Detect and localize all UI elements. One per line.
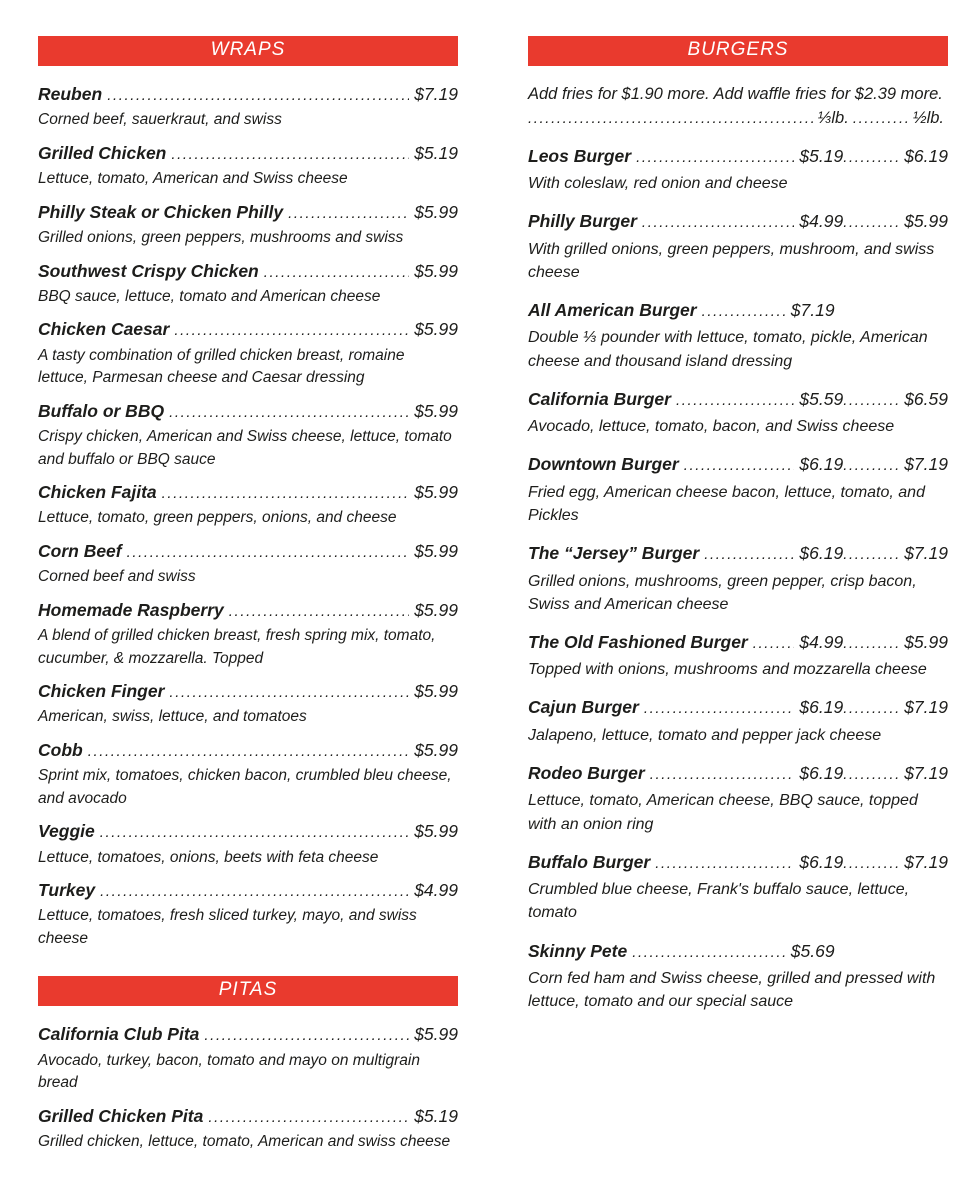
dotted-leader [644, 695, 795, 720]
item-price-line [38, 317, 458, 342]
menu-item [528, 541, 948, 616]
item-description: A tasty combination of grilled chicken breast, romaine lettuce, Parmesan cheese and Caesar dressing [38, 346, 405, 387]
item-description: Lettuce, tomatoes, onions, beets with feta cheese [38, 848, 379, 866]
menu-item [38, 738, 458, 810]
dotted-leader [88, 738, 409, 763]
item-description: Grilled onions, mushrooms, green pepper, crisp bacon, Swiss and American cheese [528, 572, 917, 613]
dotted-leader [843, 144, 899, 169]
item-price-line [528, 209, 948, 234]
item-price: $5.69 [790, 940, 835, 961]
menu-item [38, 259, 458, 309]
item-description: A blend of grilled chicken breast, fresh spring mix, tomato, cucumber, & mozzarella. Topped [38, 627, 436, 667]
dotted-leader [843, 387, 899, 412]
burgers-section-header: BURGERS [528, 36, 948, 66]
item-price-line [528, 695, 948, 720]
dotted-leader [843, 850, 899, 875]
menu-item [38, 679, 458, 729]
item-price: $5.99 [414, 319, 458, 340]
item-name: Philly Steak or Chicken Philly [38, 201, 284, 222]
menu-item [38, 819, 458, 869]
item-price-line [38, 598, 458, 623]
item-description: Corned beef, sauerkraut, and swiss [38, 111, 282, 129]
dotted-leader [107, 82, 409, 107]
item-price: $4.99 [799, 631, 844, 652]
item-price: $5.99 [414, 482, 458, 502]
item-price: $5.19 [414, 1105, 458, 1126]
item-price: $4.99 [799, 211, 844, 232]
item-description: Lettuce, tomato, American and Swiss cheese [38, 170, 348, 188]
item-price: $5.99 [414, 599, 458, 620]
menu-item [38, 1104, 458, 1154]
item-name: Cobb [38, 739, 83, 760]
item-price-line [38, 679, 458, 704]
item-price-line [38, 259, 458, 284]
item-description: Crumbled blue cheese, Frank's buffalo sauce, lettuce, tomato [528, 881, 910, 922]
pitas-item-list [38, 1022, 458, 1153]
wraps-section-header: WRAPS [38, 36, 458, 66]
item-price-half-lb: $5.99 [904, 631, 948, 652]
item-price-line [38, 200, 458, 225]
dotted-leader [169, 679, 409, 704]
item-price: $4.99 [414, 880, 458, 900]
dotted-leader [171, 141, 409, 166]
dotted-leader [684, 452, 795, 477]
menu-item [528, 387, 948, 439]
item-price-half-lb: $7.19 [904, 763, 948, 783]
item-description: Lettuce, tomatoes, fresh sliced turkey, mayo, and swiss cheese [38, 907, 417, 947]
pitas-section-header: PITAS [38, 976, 458, 1006]
dotted-leader [264, 259, 409, 284]
item-name: Skinny Pete [528, 940, 628, 961]
dotted-leader [843, 761, 899, 786]
item-price: $5.99 [414, 739, 458, 760]
item-description: With coleslaw, red onion and cheese [528, 175, 788, 193]
half-pound-column-label: ½lb. [912, 108, 944, 127]
item-price: $5.19 [414, 142, 458, 163]
menu-item [38, 141, 458, 191]
dotted-leader [753, 630, 795, 655]
dotted-leader [702, 298, 786, 323]
menu-item [528, 630, 948, 682]
item-price-half-lb: $7.19 [904, 543, 948, 564]
item-name: Downtown Burger [528, 454, 679, 475]
item-price-line [528, 761, 948, 786]
menu-item [38, 480, 458, 530]
dotted-leader [162, 480, 410, 505]
burgers-size-header-row [528, 109, 948, 128]
dotted-leader [208, 1104, 409, 1129]
left-column [38, 36, 458, 1179]
menu-item [528, 939, 948, 1014]
item-price: $7.19 [414, 84, 458, 104]
dotted-leader [528, 109, 814, 128]
menu-item [528, 761, 948, 836]
item-name: Turkey [38, 880, 96, 900]
dotted-leader [843, 452, 899, 477]
item-price-half-lb: $6.19 [904, 145, 948, 166]
item-price: $5.59 [799, 388, 844, 409]
menu-item [528, 695, 948, 747]
item-price-line [528, 298, 835, 323]
item-description: Corn fed ham and Swiss cheese, grilled and pressed with lettuce, tomato and our special sauce [528, 969, 936, 1011]
dotted-leader [843, 695, 899, 720]
item-name: The Old Fashioned Burger [528, 631, 748, 652]
item-price: $6.19 [799, 454, 844, 475]
dotted-leader [288, 200, 409, 225]
menu-item [38, 82, 458, 132]
item-price-line [38, 1104, 458, 1129]
dotted-leader [704, 541, 794, 566]
dotted-leader [676, 387, 794, 412]
item-price-half-lb: $5.99 [904, 211, 948, 232]
dotted-leader [100, 819, 409, 844]
item-name: Corn Beef [38, 540, 122, 561]
item-name: Grilled Chicken [38, 142, 167, 163]
item-price-line [38, 819, 458, 844]
item-description: Jalapeno, lettuce, tomato and pepper jack cheese [528, 726, 882, 744]
dotted-leader [100, 878, 409, 903]
item-price: $5.99 [414, 681, 458, 701]
wraps-section [38, 36, 458, 950]
dotted-leader [843, 541, 899, 566]
dotted-leader [204, 1022, 409, 1047]
item-price: $5.99 [414, 1024, 458, 1045]
dotted-leader [853, 109, 909, 128]
item-name: Chicken Caesar [38, 319, 170, 340]
item-price: $5.99 [414, 821, 458, 842]
item-description: Grilled chicken, lettuce, tomato, American and swiss cheese [38, 1133, 451, 1150]
item-price-line [38, 539, 458, 564]
item-price: $5.99 [414, 260, 458, 281]
item-description: Grilled onions, green peppers, mushrooms and swiss [38, 229, 404, 247]
item-description: Corned beef and swiss [38, 568, 196, 586]
burgers-section [528, 36, 948, 1013]
dotted-leader [636, 144, 794, 169]
item-description: Topped with onions, mushrooms and mozzarella cheese [528, 661, 927, 679]
item-price: $6.19 [799, 851, 844, 872]
item-price-half-lb: $6.59 [904, 388, 948, 409]
menu-item [528, 144, 948, 196]
item-price-line [38, 1022, 458, 1047]
menu-item [38, 1022, 458, 1094]
dotted-leader [174, 317, 409, 342]
item-price-line [528, 144, 948, 169]
item-name: Cajun Burger [528, 697, 639, 718]
item-price-line [38, 878, 458, 903]
item-price-half-lb: $7.19 [904, 697, 948, 718]
item-description: Lettuce, tomato, green peppers, onions, and cheese [38, 509, 397, 527]
dotted-leader [169, 399, 409, 424]
item-price-half-lb: $7.19 [904, 454, 948, 475]
dotted-leader [229, 598, 409, 623]
dotted-leader [655, 850, 794, 875]
item-price: $6.19 [799, 763, 844, 783]
item-price: $5.99 [414, 201, 458, 222]
item-description: Double ⅓ pounder with lettuce, tomato, pickle, American cheese and thousand island dressing [528, 329, 928, 370]
item-name: Chicken Finger [38, 681, 165, 701]
menu-item [38, 598, 458, 670]
item-price-line [528, 541, 948, 566]
item-price: $6.19 [799, 697, 844, 718]
item-name: Reuben [38, 84, 103, 104]
burgers-item-list [528, 144, 948, 1014]
dotted-leader [642, 209, 794, 234]
third-pound-column-label: ⅓lb. [817, 108, 849, 127]
menu-item [528, 452, 948, 527]
item-price: $6.19 [799, 543, 844, 564]
item-name: The “Jersey” Burger [528, 543, 700, 564]
item-description: Sprint mix, tomatoes, chicken bacon, crumbled bleu cheese, and avocado [38, 767, 452, 807]
menu-item [528, 850, 948, 925]
menu-item [38, 878, 458, 950]
menu-item [38, 317, 458, 389]
item-price-line [528, 452, 948, 477]
item-description: American, swiss, lettuce, and tomatoes [38, 708, 307, 726]
item-name: Leos Burger [528, 145, 632, 166]
item-price-line [528, 387, 948, 412]
wraps-item-list [38, 82, 458, 950]
dotted-leader [632, 939, 786, 964]
item-name: Southwest Crispy Chicken [38, 260, 259, 281]
item-description: Fried egg, American cheese bacon, lettuce, tomato, and Pickles [528, 483, 925, 524]
item-name: Buffalo Burger [528, 851, 651, 872]
menu-item [38, 399, 458, 471]
item-description: Lettuce, tomato, American cheese, BBQ sauce, topped with an onion ring [528, 792, 918, 833]
item-description: Avocado, turkey, bacon, tomato and mayo on multigrain bread [38, 1051, 420, 1092]
item-description: BBQ sauce, lettuce, tomato and American cheese [38, 287, 381, 305]
right-column [528, 36, 948, 1179]
item-price-line [528, 630, 948, 655]
dotted-leader [650, 761, 795, 786]
item-name: California Club Pita [38, 1024, 200, 1045]
item-price-line [528, 850, 948, 875]
dotted-leader [843, 630, 899, 655]
item-price-line [38, 480, 458, 505]
item-price: $7.19 [790, 300, 835, 321]
item-name: Buffalo or BBQ [38, 400, 165, 421]
item-name: All American Burger [528, 300, 697, 321]
item-description: Crispy chicken, American and Swiss cheese, lettuce, tomato and buffalo or BBQ sauce [38, 428, 452, 468]
item-name: California Burger [528, 388, 671, 409]
item-price-line [38, 141, 458, 166]
item-price-line [38, 738, 458, 763]
item-name: Chicken Fajita [38, 482, 157, 502]
item-price-line [38, 82, 458, 107]
dotted-leader [127, 539, 410, 564]
item-name: Rodeo Burger [528, 763, 645, 783]
item-name: Veggie [38, 821, 95, 842]
dotted-leader [843, 209, 899, 234]
item-price: $5.99 [414, 400, 458, 421]
item-price: $5.99 [414, 540, 458, 561]
menu-item [528, 209, 948, 284]
burgers-fries-note: Add fries for $1.90 more. Add waffle fries for $2.39 more. [528, 85, 943, 103]
item-description: Avocado, lettuce, tomato, bacon, and Swiss cheese [528, 418, 895, 436]
item-name: Grilled Chicken Pita [38, 1105, 204, 1126]
item-description: With grilled onions, green peppers, mushroom, and swiss cheese [528, 240, 935, 281]
pitas-section [38, 976, 458, 1153]
menu-item [528, 298, 948, 373]
item-name: Philly Burger [528, 211, 637, 232]
item-name: Homemade Raspberry [38, 599, 224, 620]
item-price-half-lb: $7.19 [904, 851, 948, 872]
item-price: $5.19 [799, 145, 844, 166]
menu-item [38, 200, 458, 250]
menu-item [38, 539, 458, 589]
item-price-line [528, 939, 835, 964]
item-price-line [38, 399, 458, 424]
